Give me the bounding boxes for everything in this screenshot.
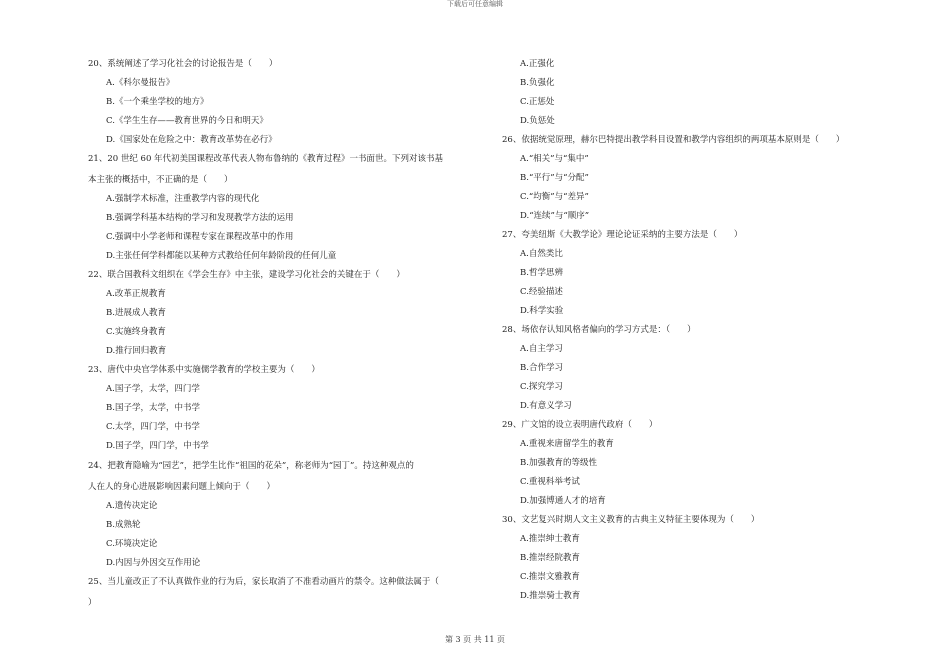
- question-23: 23、唐代中央官学体系中实施儒学教育的学校主要为（ ）: [88, 365, 320, 375]
- option-29-a: A.重视来唐留学生的教育: [520, 439, 614, 449]
- option-22-d: D.推行回归教育: [106, 346, 167, 356]
- option-30-c: C.推崇文雅教育: [520, 572, 580, 582]
- option-21-b: B.强调学科基本结构的学习和发现教学方法的运用: [106, 213, 294, 223]
- question-24: 24、把教育隐喻为“园艺”，把学生比作“祖国的花朵”，称老师为“园丁”。持这种观点的: [88, 461, 414, 471]
- question-21: 21、20 世纪 60 年代初美国课程改革代表人物布鲁纳的《教育过程》一书面世。下列对该书基: [88, 154, 444, 164]
- page-footer: 第 3 页 共 11 页: [445, 635, 505, 644]
- question-24-continued: 人在人的身心进展影响因素问题上倾向于（ ）: [88, 482, 276, 492]
- option-26-c: C.“均衡”与“差异”: [520, 192, 589, 202]
- option-21-c: C.强调中小学老师和课程专家在课程改革中的作用: [106, 232, 294, 242]
- question-29: 29、广文馆的设立表明唐代政府（ ）: [502, 420, 658, 430]
- option-30-b: B.推崇经院教育: [520, 553, 580, 563]
- option-29-d: D.加强博通人才的培育: [520, 496, 606, 506]
- option-24-a: A.遗传决定论: [106, 501, 158, 511]
- option-25-b: B.负强化: [520, 78, 555, 88]
- question-25: 25、当儿童改正了不认真做作业的行为后，家长取消了不准看动画片的禁令。这种做法属于（: [88, 577, 439, 587]
- option-20-c: C.《学生生存——教育世界的今日和明天》: [106, 116, 268, 126]
- option-20-a: A.《科尔曼报告》: [106, 78, 175, 88]
- page-header: 下载后可任意编辑: [447, 0, 503, 8]
- option-23-b: B.国子学，太学，中书学: [106, 403, 200, 413]
- option-24-c: C.环境决定论: [106, 539, 158, 549]
- option-29-c: C.重视科举考试: [520, 477, 580, 487]
- option-30-d: D.推崇骑士教育: [520, 591, 581, 601]
- option-29-b: B.加强教育的等级性: [520, 458, 597, 468]
- question-20: 20、系统阐述了学习化社会的讨论报告是（ ）: [88, 59, 278, 69]
- option-22-c: C.实施终身教育: [106, 327, 166, 337]
- question-28: 28、场依存认知风格者偏向的学习方式是：（ ）: [502, 325, 696, 335]
- option-27-d: D.科学实验: [520, 306, 564, 316]
- option-21-a: A.强制学术标准，注重教学内容的现代化: [106, 194, 260, 204]
- option-25-d: D.负惩处: [520, 116, 555, 126]
- question-26: 26、依据统觉原理，赫尔巴特提出教学科目设置和教学内容组织的两项基本原则是（ ）: [502, 135, 845, 145]
- question-27: 27、夸美纽斯《大教学论》理论论证采纳的主要方法是（ ）: [502, 230, 743, 240]
- option-26-a: A.“相关”与“集中”: [520, 154, 589, 164]
- question-22: 22、联合国教科文组织在《学会生存》中主张，建设学习化社会的关键在于（ ）: [88, 270, 405, 280]
- option-24-d: D.内因与外因交互作用论: [106, 558, 201, 568]
- option-21-d: D.主张任何学科都能以某种方式教给任何年龄阶段的任何儿童: [106, 251, 337, 261]
- option-26-d: D.“连续”与“顺序”: [520, 211, 590, 221]
- option-22-b: B.进展成人教育: [106, 308, 166, 318]
- option-30-a: A.推崇绅士教育: [520, 534, 580, 544]
- option-28-a: A.自主学习: [520, 344, 563, 354]
- option-27-c: C.经验描述: [520, 287, 563, 297]
- option-28-b: B.合作学习: [520, 363, 563, 373]
- option-25-c: C.正惩处: [520, 97, 555, 107]
- option-27-b: B.哲学思辨: [520, 268, 563, 278]
- option-24-b: B.成熟轮: [106, 520, 141, 530]
- question-30: 30、文艺复兴时期人文主义教育的古典主义特征主要体现为（ ）: [502, 515, 760, 525]
- option-23-a: A.国子学，太学，四门学: [106, 384, 200, 394]
- option-20-b: B.《一个乘坐学校的地方》: [106, 97, 209, 107]
- option-28-c: C.探究学习: [520, 382, 563, 392]
- option-23-d: D.国子学，四门学，中书学: [106, 441, 209, 451]
- option-20-d: D.《国家处在危险之中：教育改革势在必行》: [106, 135, 277, 145]
- option-26-b: B.“平行”与“分配”: [520, 173, 589, 183]
- option-28-d: D.有意义学习: [520, 401, 572, 411]
- option-22-a: A.改革正规教育: [106, 289, 166, 299]
- option-27-a: A.自然类比: [520, 249, 563, 259]
- option-23-c: C.太学，四门学，中书学: [106, 422, 200, 432]
- question-25-continued: ）: [88, 598, 97, 608]
- question-21-continued: 本主张的概括中，不正确的是（ ）: [88, 175, 233, 185]
- option-25-a: A.正强化: [520, 59, 555, 69]
